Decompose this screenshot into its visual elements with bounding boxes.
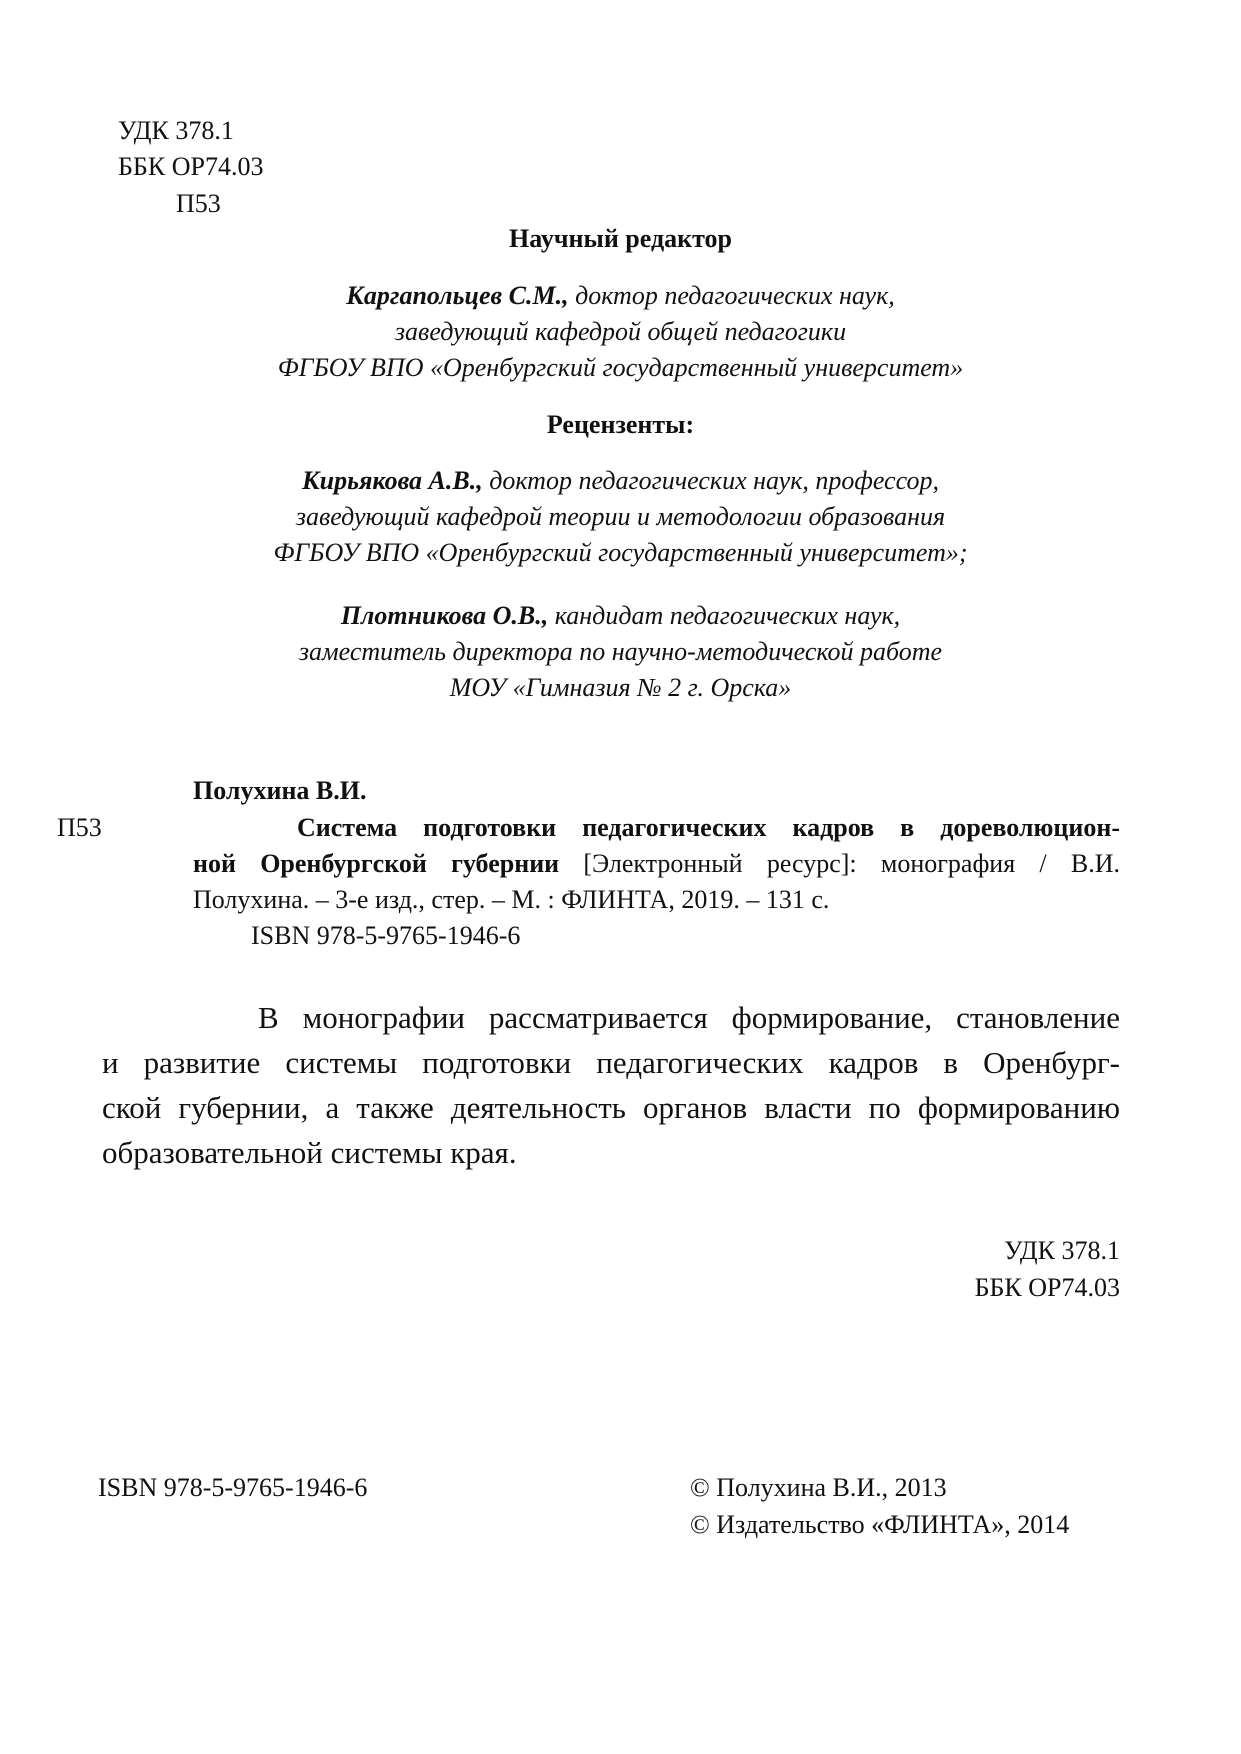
copyright-publisher: © Издательство «ФЛИНТА», 2014: [690, 1510, 1070, 1539]
editor-line-1: [0, 278, 1241, 314]
reviewer-line-3: МОУ «Гимназия № 2 г. Орска»: [449, 673, 792, 702]
bib-resource-type: [Электронный ресурс]: монография / В.И.: [559, 849, 1120, 878]
bib-author: Полухина В.И.: [193, 776, 367, 805]
udk-code: УДК 378.1: [118, 116, 234, 145]
reviewers-heading: Рецензенты:: [546, 410, 695, 439]
author-sign-code: П53: [176, 189, 221, 218]
bbk-code-bottom: ББК ОР74.03: [974, 1273, 1120, 1302]
reviewer-line-3: ФГБОУ ВПО «Оренбургский государственный университет»;: [273, 538, 968, 567]
reviewer-line-2: заведующий кафедрой теории и методологии образования: [295, 502, 946, 531]
reviewer-line-1: [0, 463, 1241, 499]
reviewer-name: Плотникова О.В.,: [340, 601, 549, 630]
editor-line-3: ФГБОУ ВПО «Оренбургский государственный университет»: [277, 353, 964, 382]
footer-isbn: ISBN 978-5-9765-1946-6: [98, 1473, 368, 1502]
bib-publication-line: Полухина. – 3-е изд., стер. – М. : ФЛИНТА, 2019. – 131 с.: [193, 885, 830, 914]
bib-title-part-2: ной Оренбургской губернии: [193, 849, 560, 878]
reviewer-block: [0, 598, 1241, 706]
reviewer-name: Кирьякова А.В.,: [302, 466, 483, 495]
bib-description: [193, 810, 1120, 918]
editor-block: [0, 278, 1241, 386]
copyright-author: © Полухина В.И., 2013: [690, 1473, 947, 1502]
annotation-line-4: образовательной системы края.: [102, 1135, 517, 1170]
reviewer-block: [0, 463, 1241, 571]
reviewer-degree: доктор педагогических наук, профессор,: [482, 466, 939, 495]
bib-title-line-1: [193, 810, 1120, 846]
annotation-line-1: В монографии рассматривается формирование, становление: [258, 1000, 1120, 1035]
udk-code-bottom: УДК 378.1: [1004, 1236, 1120, 1265]
editor-heading: Научный редактор: [508, 224, 732, 253]
bbk-code: ББК ОР74.03: [118, 152, 264, 181]
annotation-line-2: и развитие системы подготовки педагогических кадров в Оренбург-: [102, 1045, 1120, 1080]
reviewer-line-1: [0, 598, 1241, 634]
bib-isbn: ISBN 978-5-9765-1946-6: [251, 921, 521, 950]
bib-margin-code: П53: [57, 813, 102, 842]
editor-line-2: заведующий кафедрой общей педагогики: [394, 317, 847, 346]
bib-title-line-2: [193, 846, 1120, 882]
reviewer-degree: кандидат педагогических наук,: [548, 601, 901, 630]
editor-name: Каргапольцев С.М.,: [346, 281, 569, 310]
bib-title-part-1: Система подготовки педагогических кадров в дореволюцион-: [297, 813, 1120, 842]
editor-degree: доктор педагогических наук,: [568, 281, 895, 310]
annotation-paragraph: [102, 995, 1120, 1175]
reviewer-line-2: заместитель директора по научно-методической работе: [298, 637, 943, 666]
annotation-line-3: ской губернии, а также деятельность органов власти по формированию: [102, 1090, 1120, 1125]
